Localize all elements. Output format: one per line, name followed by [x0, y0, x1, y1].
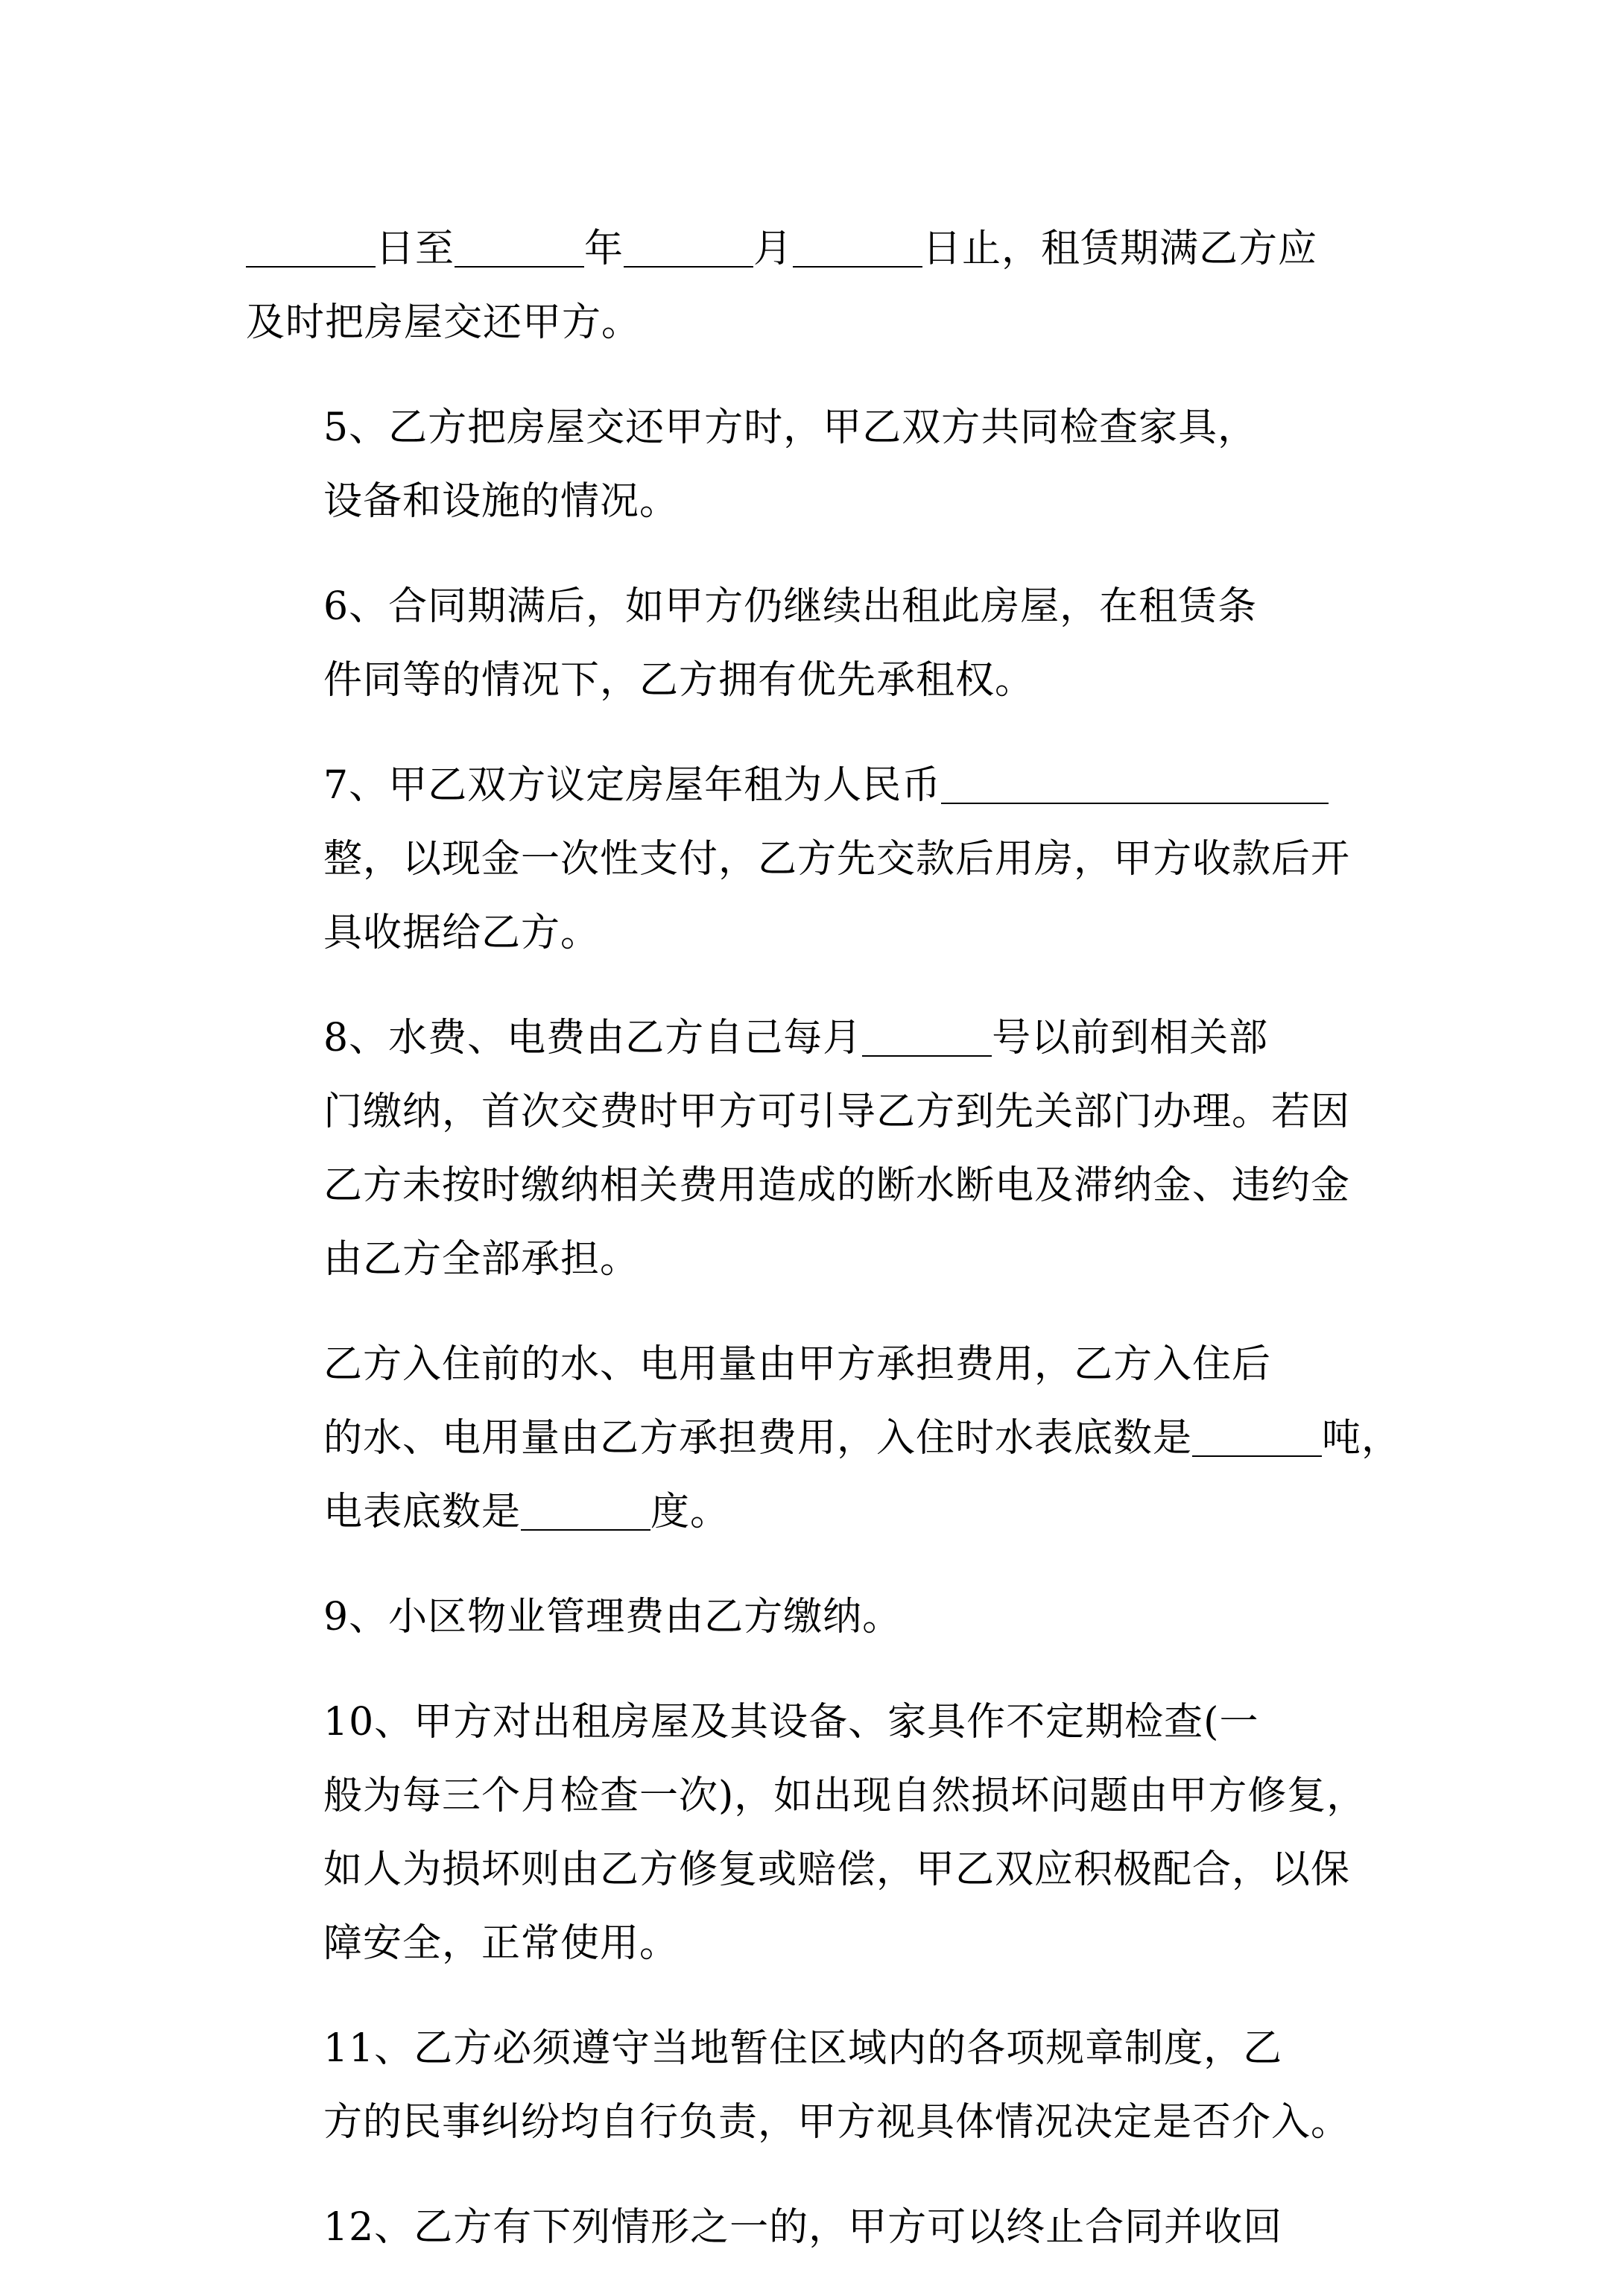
text-line: [246, 1907, 1365, 1981]
document-body: [246, 212, 1402, 2296]
text-segment: 及时把房屋交还甲方。: [246, 300, 642, 345]
text-segment: 障安全，正常使用。: [323, 1921, 680, 1966]
text-segment: 年: [584, 227, 624, 271]
text-segment: 吨，: [1322, 1416, 1402, 1461]
text-segment: 方的民事纠纷均自行负责，甲方视具体情况决定是否介入。: [323, 2100, 1351, 2145]
paragraph-p-term-end: [246, 212, 1365, 360]
text-line: [246, 644, 1365, 718]
text-line: [246, 2086, 1365, 2160]
text-line: [246, 1476, 1365, 1549]
paragraph-p10: [246, 1686, 1365, 1981]
text-segment: 度。: [650, 1490, 730, 1534]
text-line: [246, 465, 1365, 539]
text-segment: 11、乙方必须遵守当地暂住区域内的各项规章制度，乙: [323, 2026, 1283, 2071]
text-line: [246, 1402, 1402, 1476]
text-segment: 日止，租赁期满乙方应: [922, 227, 1318, 271]
text-line: [246, 212, 1365, 286]
text-line: [246, 2191, 1365, 2265]
paragraph-p9: [246, 1581, 1365, 1654]
paragraph-p7: [246, 749, 1365, 970]
text-line: [246, 286, 1365, 360]
text-segment: 5、乙方把房屋交还甲方时，甲乙双方共同检查家具，: [323, 405, 1258, 450]
text-line: [246, 2012, 1365, 2086]
text-segment: 般为每三个月检查一次)，如出现自然损坏问题由甲方修复，: [323, 1774, 1367, 1818]
text-segment: 设备和设施的情况。: [323, 479, 680, 524]
text-line: [246, 749, 1365, 823]
text-segment: 6、合同期满后，如甲方仍继续出租此房屋，在租赁条: [323, 584, 1258, 629]
text-segment: 电表底数是: [323, 1490, 522, 1534]
text-segment: 门缴纳，首次交费时甲方可引导乙方到先关部门办理。若因: [323, 1090, 1351, 1134]
text-segment: 12、乙方有下列情形之一的，甲方可以终止合同并收回: [323, 2205, 1283, 2250]
text-line: [246, 896, 1365, 970]
text-line: [246, 570, 1365, 644]
paragraph-p8: [246, 1002, 1365, 1297]
fill-in-blank: [793, 265, 922, 268]
paragraph-p6: [246, 570, 1365, 718]
text-segment: 如人为损坏则由乙方修复或赔偿，甲乙双应积极配合，以保: [323, 1847, 1351, 1892]
text-line: [246, 1759, 1365, 1833]
text-line: [246, 391, 1365, 465]
fill-in-blank: [624, 265, 753, 268]
text-segment: 日至: [376, 227, 455, 271]
text-segment: 7、甲乙双方议定房屋年租为人民币: [323, 763, 942, 808]
text-line: [246, 1833, 1365, 1907]
text-segment: 乙方未按时缴纳相关费用造成的断水断电及滞纳金、违约金: [323, 1163, 1351, 1208]
text-line: [246, 1149, 1365, 1223]
text-segment: 9、小区物业管理费由乙方缴纳。: [323, 1595, 902, 1639]
text-segment: 10、甲方对出租房屋及其设备、家具作不定期检查(一: [323, 1700, 1259, 1745]
text-segment: 号以前到相关部: [992, 1016, 1269, 1060]
paragraph-p5: [246, 391, 1365, 539]
text-line: [246, 1581, 1365, 1654]
text-segment: 的水、电用量由乙方承担费用，入住时水表底数是: [323, 1416, 1193, 1461]
fill-in-blank: [1192, 1455, 1322, 1457]
text-line: [246, 1223, 1365, 1297]
text-segment: 月: [753, 227, 794, 271]
fill-in-blank: [521, 1528, 650, 1531]
text-segment: 8、水费、电费由乙方自己每月: [323, 1016, 863, 1060]
text-line: [246, 1686, 1365, 1759]
paragraph-p11: [246, 2012, 1365, 2160]
text-segment: 由乙方全部承担。: [323, 1237, 640, 1282]
text-line: [246, 1002, 1365, 1075]
fill-in-blank: [455, 265, 584, 268]
text-segment: 整，以现金一次性支付，乙方先交款后用房，甲方收款后开: [323, 837, 1351, 882]
text-segment: 乙方入住前的水、电用量由甲方承担费用，乙方入住后: [323, 1342, 1272, 1387]
text-segment: 件同等的情况下，乙方拥有优先承租权。: [323, 658, 1035, 703]
text-line: [246, 1075, 1365, 1149]
text-line: [246, 823, 1365, 896]
fill-in-blank: [246, 265, 376, 268]
text-segment: 具收据给乙方。: [323, 911, 601, 955]
text-line: [246, 1328, 1365, 1402]
fill-in-blank: [862, 1054, 992, 1057]
paragraph-p8b: [246, 1328, 1402, 1549]
fill-in-blank: [941, 802, 1329, 804]
paragraph-p12: [246, 2191, 1365, 2265]
